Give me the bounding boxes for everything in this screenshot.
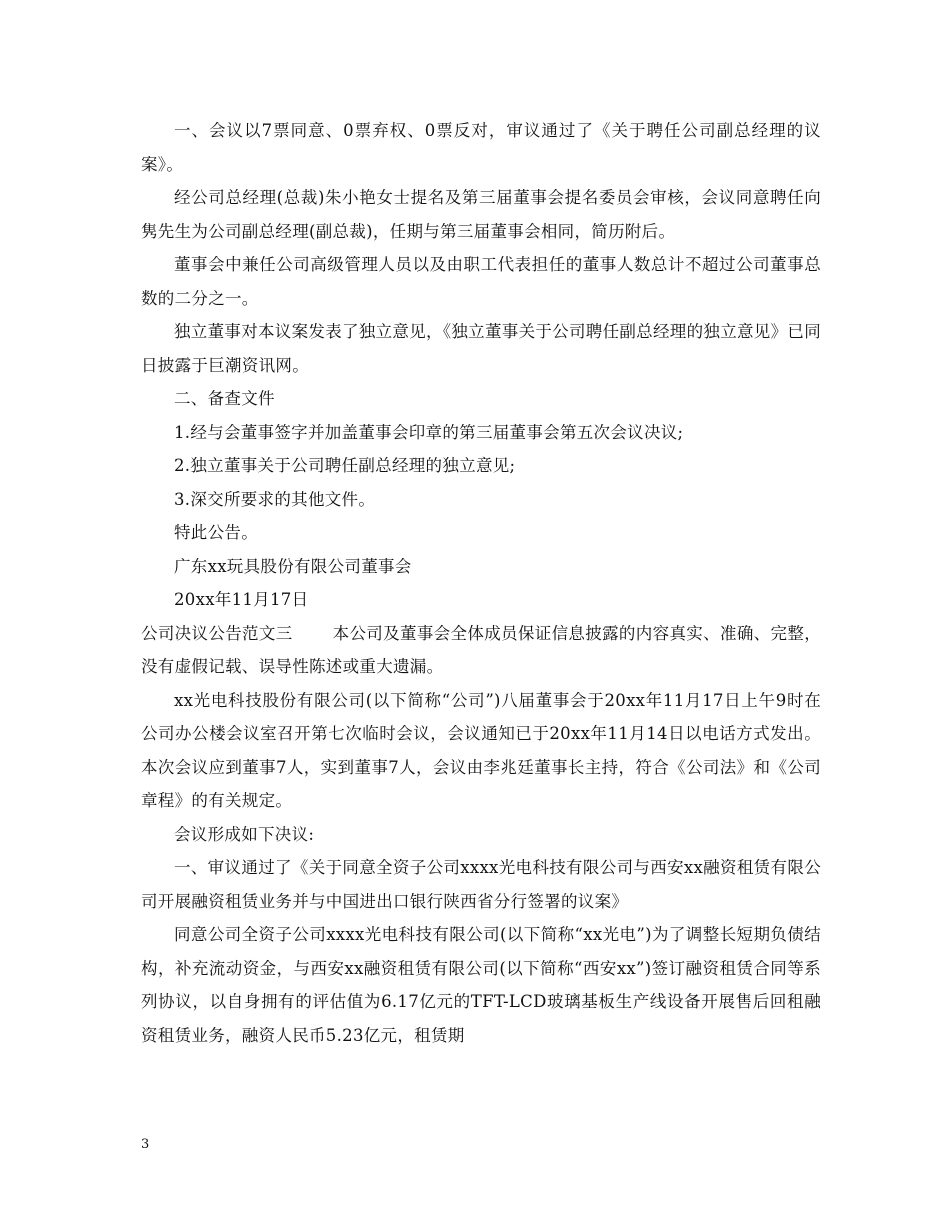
document-body <box>141 114 821 1052</box>
paragraph-nomination: 经公司总经理(总裁)朱小艳女士提名及第三届董事会提名委员会审核，会议同意聘任向隽先生为公司副总经理(副总裁)，任期与第三届董事会相同，简历附后。 <box>141 188 821 241</box>
signature-date: 20xx年11月17日 <box>174 590 309 609</box>
paragraph-resolution-financing: 一、审议通过了《关于同意全资子公司xxxx光电科技有限公司与西安xx融资租赁有限公司开展融资租赁业务并与中国进出口银行陕西省分行签署的议案》 <box>141 858 821 911</box>
heading-reference-documents: 二、备查文件 <box>174 389 275 408</box>
closing-announcement: 特此公告。 <box>174 523 258 542</box>
section-lead: 本公司及董事会全体成员保证信息披露的内容真实、准确、完整，没有虚假记载、误导性陈述或重大遗漏。 <box>141 623 821 676</box>
paragraph-board-composition: 董事会中兼任公司高级管理人员以及由职工代表担任的董事人数总计不超过公司董事总数的二分之一。 <box>141 255 821 308</box>
list-item-reference-3: 3.深交所要求的其他文件。 <box>174 489 376 509</box>
paragraph-financing-detail: 同意公司全资子公司xxxx光电科技有限公司(以下简称“xx光电”)为了调整长短期负债结构，补充流动资金，与西安xx融资租赁有限公司(以下简称“西安xx”)签订融资租赁合同等系列协议，以自身拥有的评估值为6.17亿元的TFT-LCD玻璃基板生产线设备开展售后回租融资租赁业务，融资人民币5.23亿元，租赁期 <box>141 925 821 1045</box>
section-heading-paragraph <box>141 617 821 684</box>
paragraph-resolution-one: 一、会议以7票同意、0票弃权、0票反对，审议通过了《关于聘任公司副总经理的议案》。 <box>141 121 821 174</box>
paragraph-resolutions-intro: 会议形成如下决议: <box>174 824 315 844</box>
section-title: 公司决议公告范文三 <box>141 623 293 643</box>
signature-company: 广东xx玩具股份有限公司董事会 <box>174 556 412 576</box>
list-item-reference-1: 1.经与会董事签字并加盖董事会印章的第三届董事会第五次会议决议; <box>174 422 684 442</box>
page-number: 3 <box>141 1137 150 1152</box>
list-item-reference-2: 2.独立董事关于公司聘任副总经理的独立意见; <box>174 456 516 475</box>
paragraph-independent-opinion: 独立董事对本议案发表了独立意见，《独立董事关于公司聘任副总经理的独立意见》已同日披露于巨潮资讯网。 <box>141 322 821 375</box>
paragraph-meeting-info: xx光电科技股份有限公司(以下简称“公司”)八届董事会于20xx年11月17日上午9时在公司办公楼会议室召开第七次临时会议，会议通知已于20xx年11月14日以电话方式发出。本次会议应到董事7人，实到董事7人，会议由李兆廷董事长主持，符合《公司法》和《公司章程》的有关规定。 <box>141 690 821 810</box>
